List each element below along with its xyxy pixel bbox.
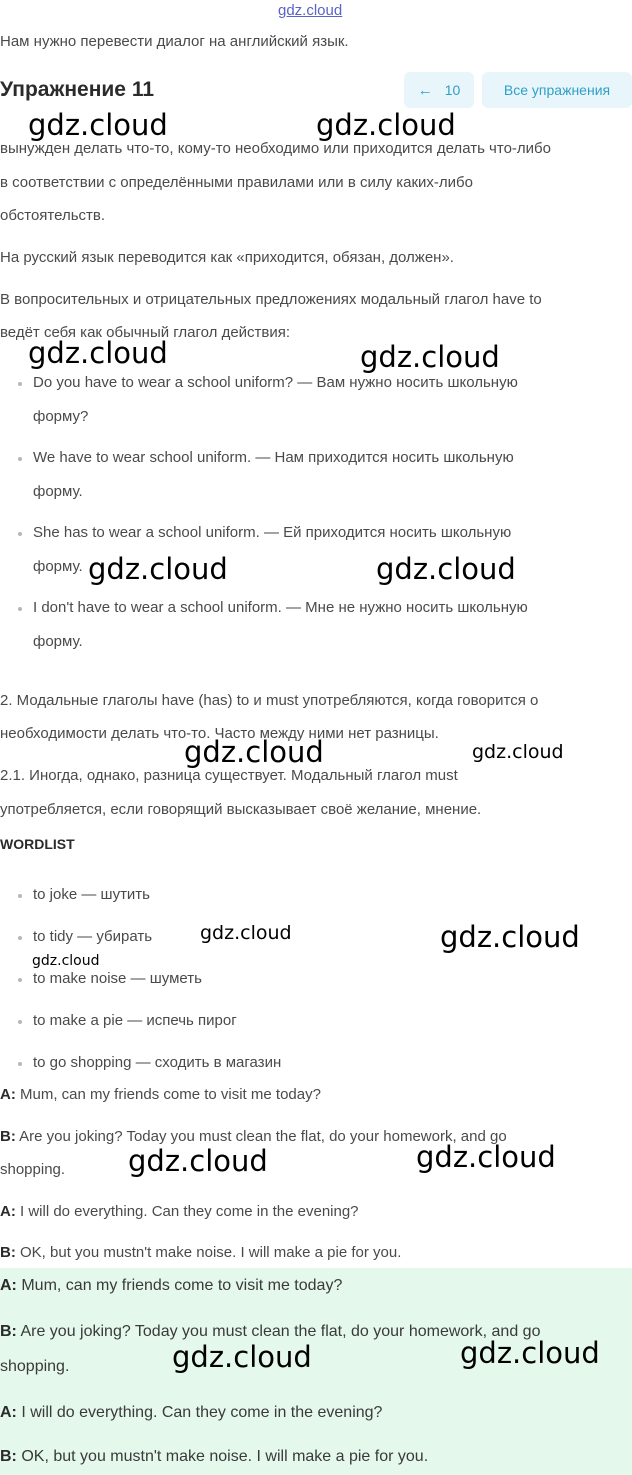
- theory-p5-line-1: 2.1. Иногда, однако, разница существует. Модальный глагол must: [0, 767, 458, 784]
- dialogue-text: Are you joking? Today you must clean the flat, do your homework, and go: [19, 1128, 507, 1145]
- bullet-icon: [18, 1062, 22, 1066]
- all-exercises-button[interactable]: [482, 72, 632, 108]
- bullet-icon: [18, 457, 22, 461]
- speaker-label: B:: [0, 1244, 16, 1261]
- answer-line-a1: [0, 1277, 342, 1295]
- speaker-label: A:: [0, 1404, 17, 1421]
- bullet-icon: [18, 382, 22, 386]
- wordlist-item: to go shopping — сходить в магазин: [33, 1054, 282, 1071]
- example-1-line-2: форму?: [33, 408, 89, 425]
- answer-line-b2: [0, 1448, 428, 1466]
- top-watermark: gdz.cloud: [278, 2, 343, 19]
- example-4-line-2: форму.: [33, 633, 83, 650]
- wordlist-item: to make a pie — испечь пирог: [33, 1012, 237, 1029]
- bullet-icon: [18, 978, 22, 982]
- example-4-line-1: I don't have to wear a school uniform. — Мне не нужно носить школьную: [33, 599, 528, 616]
- speaker-label: A:: [0, 1277, 17, 1294]
- watermark: gdz.cloud: [376, 552, 516, 586]
- dialogue-line-a1: [0, 1086, 321, 1103]
- example-3-line-1: She has to wear a school uniform. — Ей приходится носить школьную: [33, 524, 512, 541]
- theory-p4-line-1: 2. Модальные глаголы have (has) to и must употребляются, когда говорится о: [0, 692, 539, 709]
- speaker-label: B:: [0, 1323, 17, 1340]
- bullet-icon: [18, 1020, 22, 1024]
- example-2-line-2: форму.: [33, 483, 83, 500]
- theory-p1-line-1: вынужден делать что-то, кому-то необходимо или приходится делать что-либо: [0, 140, 551, 157]
- speaker-label: B:: [0, 1448, 17, 1465]
- wordlist-heading: WORDLIST: [0, 836, 75, 852]
- all-exercises-label: Все упражнения: [503, 82, 611, 98]
- speaker-label: A:: [0, 1203, 16, 1220]
- theory-p2: На русский язык переводится как «приходится, обязан, должен».: [0, 249, 454, 266]
- prev-exercise-label: 10: [444, 82, 461, 98]
- example-3-line-2: форму.: [33, 558, 83, 575]
- intro-text: Нам нужно перевести диалог на английский язык.: [0, 33, 349, 50]
- answer-text: OK, but you mustn't make noise. I will make a pie for you.: [21, 1448, 429, 1465]
- theory-p5-line-2: употребляется, если говорящий высказывает своё желание, мнение.: [0, 801, 482, 818]
- theory-p3-line-2: ведёт себя как обычный глагол действия:: [0, 324, 291, 341]
- theory-p3-line-1: В вопросительных и отрицательных предложениях модальный глагол have to: [0, 291, 542, 308]
- wordlist-item: to joke — шутить: [33, 886, 150, 903]
- watermark: gdz.cloud: [416, 1140, 556, 1174]
- theory-p1-line-3: обстоятельств.: [0, 207, 106, 224]
- example-2-line-1: We have to wear school uniform. — Нам приходится носить школьную: [33, 449, 514, 466]
- bullet-icon: [18, 607, 22, 611]
- arrow-left-icon: ←: [417, 81, 433, 99]
- dialogue-line-a2: [0, 1203, 359, 1220]
- example-1-line-1: Do you have to wear a school uniform? — Вам нужно носить школьную: [33, 374, 518, 391]
- bullet-icon: [18, 532, 22, 536]
- theory-p4-line-2: необходимости делать что-то. Часто между ними нет разницы.: [0, 725, 439, 742]
- dialogue-text: I will do everything. Can they come in the evening?: [20, 1203, 359, 1220]
- answer-text: Are you joking? Today you must clean the flat, do your homework, and go: [20, 1323, 541, 1340]
- watermark: gdz.cloud: [316, 108, 456, 142]
- watermark: gdz.cloud: [184, 735, 324, 769]
- watermark: gdz.cloud: [200, 922, 292, 944]
- watermark: gdz.cloud: [88, 552, 228, 586]
- bullet-icon: [18, 936, 22, 940]
- speaker-label: A:: [0, 1086, 16, 1103]
- answer-text: I will do everything. Can they come in the evening?: [21, 1404, 383, 1421]
- wordlist-item: to tidy — убирать: [33, 928, 153, 945]
- watermark: gdz.cloud: [472, 741, 564, 763]
- dialogue-line-b1-cont: shopping.: [0, 1161, 66, 1178]
- watermark: gdz.cloud: [128, 1144, 268, 1178]
- watermark: gdz.cloud: [28, 336, 168, 370]
- dialogue-text: OK, but you mustn't make noise. I will make a pie for you.: [20, 1244, 402, 1261]
- answer-line-a2: [0, 1404, 382, 1422]
- prev-exercise-button[interactable]: [404, 72, 474, 108]
- watermark: gdz.cloud: [460, 1336, 600, 1370]
- answer-line-b1-cont: shopping.: [0, 1358, 70, 1375]
- answer-block: [0, 1268, 632, 1475]
- watermark: gdz.cloud: [172, 1340, 312, 1374]
- wordlist-item: to make noise — шуметь: [33, 970, 202, 987]
- watermark: gdz.cloud: [28, 108, 168, 142]
- speaker-label: B:: [0, 1128, 16, 1145]
- bullet-icon: [18, 894, 22, 898]
- dialogue-text: Mum, can my friends come to visit me today?: [20, 1086, 321, 1103]
- watermark: gdz.cloud: [360, 340, 500, 374]
- watermark: gdz.cloud: [32, 953, 100, 969]
- theory-p1-line-2: в соответствии с определёнными правилами или в силу каких-либо: [0, 174, 473, 191]
- answer-text: Mum, can my friends come to visit me today?: [21, 1277, 343, 1294]
- watermark: gdz.cloud: [440, 920, 580, 954]
- exercise-title: Упражнение 11: [0, 78, 155, 101]
- dialogue-line-b2: [0, 1244, 401, 1261]
